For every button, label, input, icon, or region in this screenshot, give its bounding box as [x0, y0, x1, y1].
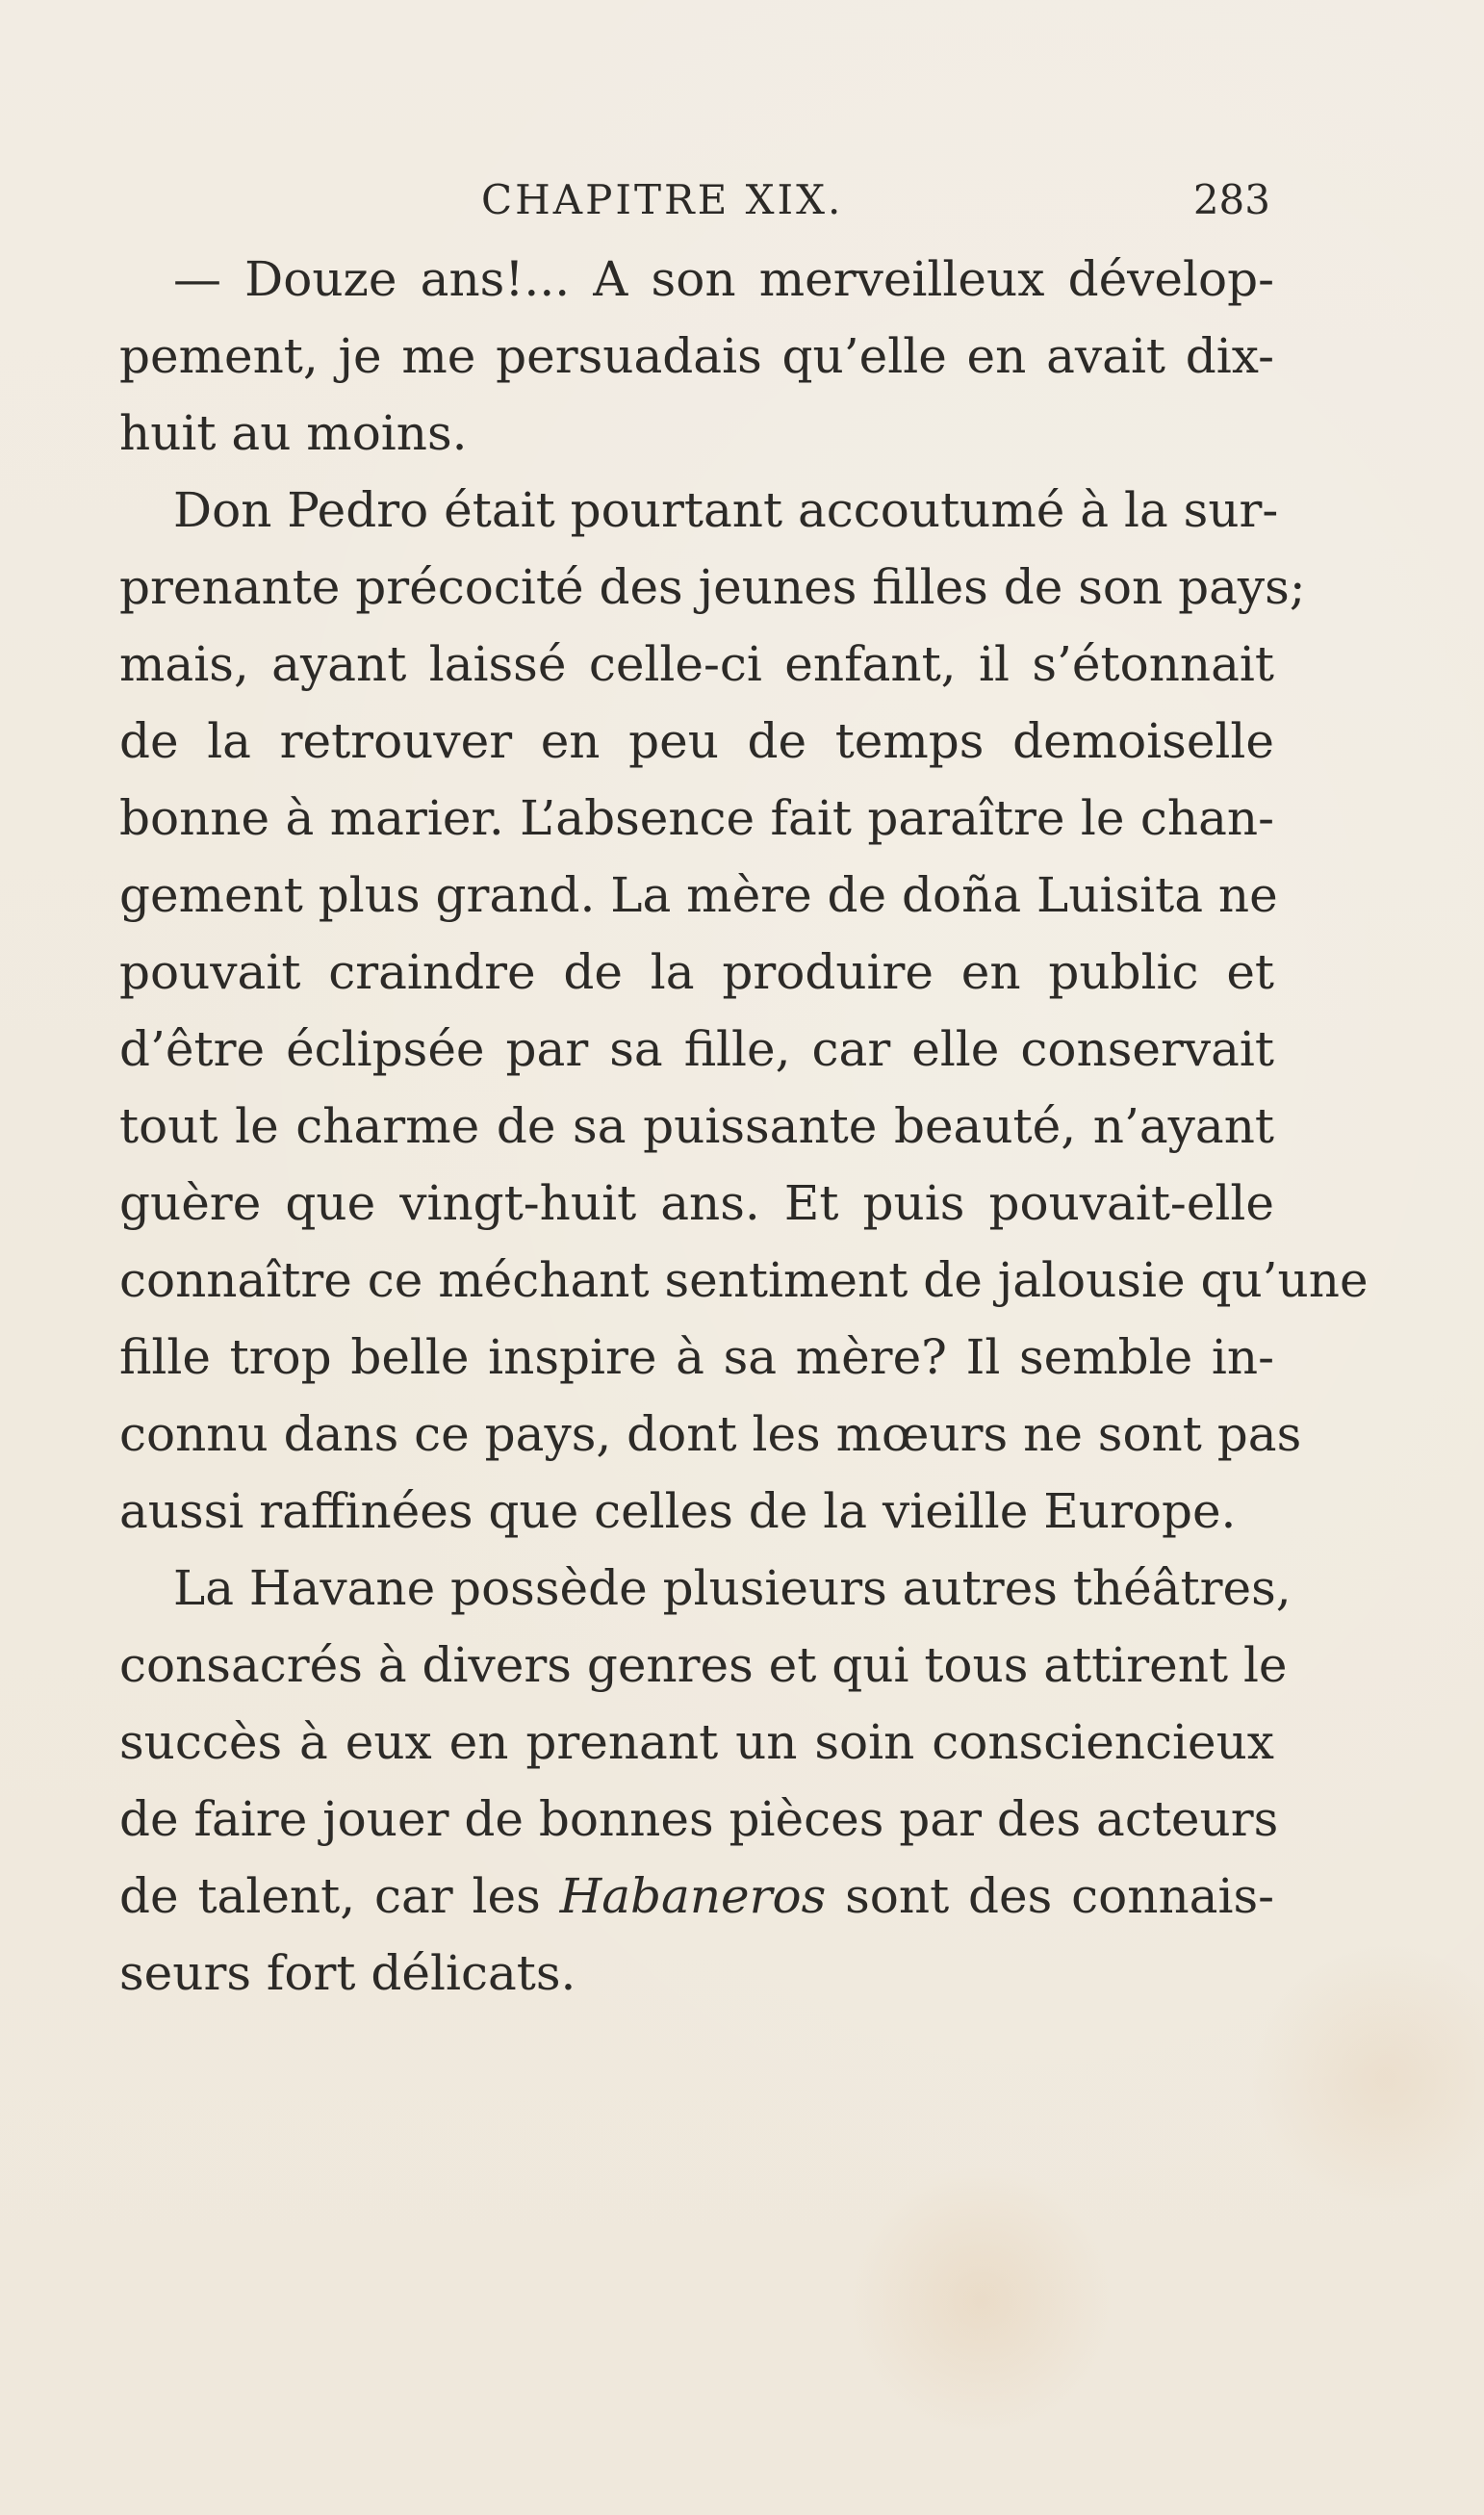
text-line: huit au moins. — [119, 405, 468, 461]
text-line: aussi raffinées que celles de la vieille Europe. — [119, 1483, 1237, 1539]
text-line: prenante précocité des jeunes filles de son pays; — [119, 559, 1306, 615]
text-line: pouvait craindre de la produire en public et — [119, 944, 1274, 1000]
running-title: CHAPITRE XIX. — [481, 176, 844, 223]
text-line: connaître ce méchant sentiment de jalousie qu’une — [119, 1252, 1369, 1308]
text-line: bonne à marier. L’absence fait paraître le chan- — [119, 790, 1274, 846]
text-line: La Havane possède plusieurs autres théâtres, — [173, 1560, 1292, 1616]
text-line: mais, ayant laissé celle-ci enfant, il s’étonnait — [119, 636, 1274, 692]
text-line: — Douze ans!... A son merveilleux dévelop- — [173, 251, 1274, 307]
text-line: pement, je me persuadais qu’elle en avait dix- — [119, 328, 1274, 384]
page-number: 283 — [1192, 176, 1270, 223]
page-body — [119, 241, 1369, 2012]
text-line: de faire jouer de bonnes pièces par des acteurs — [119, 1791, 1279, 1847]
text-line: fille trop belle inspire à sa mère? Il semble in- — [119, 1329, 1274, 1385]
text-line: succès à eux en prenant un soin consciencieux — [119, 1714, 1274, 1770]
text-line: gement plus grand. La mère de doña Luisita ne — [119, 867, 1278, 923]
text-line: guère que vingt-huit ans. Et puis pouvait-elle — [119, 1175, 1274, 1231]
text-line: d’être éclipsée par sa fille, car elle conservait — [119, 1021, 1274, 1077]
page-header — [481, 176, 1270, 224]
text-segment: de talent, car les — [119, 1868, 560, 1924]
text-line: Don Pedro était pourtant accoutumé à la sur- — [173, 482, 1279, 538]
text-line: consacrés à divers genres et qui tous attirent le — [119, 1637, 1288, 1693]
text-line: connu dans ce pays, dont les mœurs ne sont pas — [119, 1406, 1302, 1462]
text-segment: sont des connais- — [826, 1868, 1275, 1924]
text-line: tout le charme de sa puissante beauté, n’ayant — [119, 1098, 1274, 1154]
text-line: de la retrouver en peu de temps demoiselle — [119, 713, 1274, 769]
text-line: seurs fort délicats. — [119, 1945, 576, 2001]
italic-word: Habaneros — [559, 1868, 827, 1924]
text-line — [119, 1858, 1274, 1935]
